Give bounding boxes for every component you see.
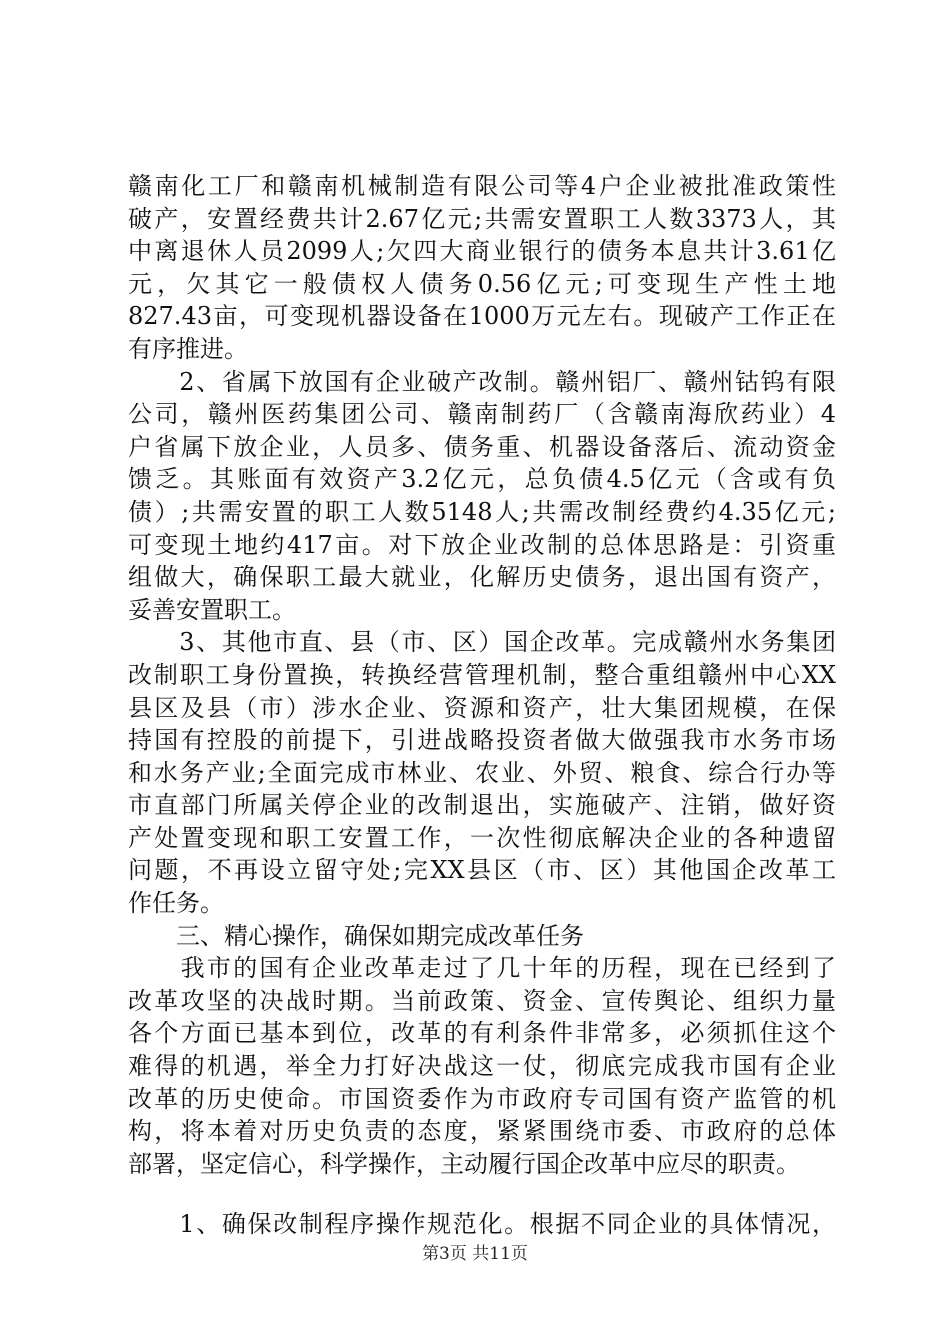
- text-line: 部署，坚定信心，科学操作，主动履行国企改革中应尽的职责。: [128, 1149, 800, 1178]
- text-line: 妥善安置职工。: [128, 595, 296, 624]
- text-line: 公司，赣州医药集团公司、赣南制药厂（含赣南海欣药业）4: [128, 400, 836, 429]
- document-body: [128, 170, 836, 1241]
- text-line: 持国有控股的前提下，引进战略投资者做大做强我市水务市场: [128, 726, 836, 755]
- text-line: 改制职工身份置换，转换经营管理机制，整合重组赣州中心XX: [128, 660, 836, 689]
- text-line: 馈乏。其账面有效资产3.2亿元，总负债4.5亿元（含或有负: [128, 465, 836, 494]
- text-line: 户省属下放企业，人员多、债务重、机器设备落后、流动资金: [128, 432, 836, 461]
- text-line: 元，欠其它一般债权人债务0.56亿元;可变现生产性土地: [128, 269, 836, 298]
- text-line: 难得的机遇，举全力打好决战这一仗，彻底完成我市国有企业: [128, 1052, 836, 1081]
- text-line: 三、精心操作，确保如期完成改革任务: [128, 921, 584, 950]
- text-line: 赣南化工厂和赣南机械制造有限公司等4户企业被批准政策性: [128, 172, 836, 200]
- text-line: 破产，安置经费共计2.67亿元;共需安置职工人数3373人，其: [128, 204, 836, 233]
- text-line: 市直部门所属关停企业的改制退出，实施破产、注销，做好资: [128, 791, 836, 820]
- text-line: 县区及县（市）涉水企业、资源和资产，壮大集团规模，在保: [128, 693, 836, 722]
- text-line: 中离退休人员2099人;欠四大商业银行的债务本息共计3.61亿: [128, 237, 836, 266]
- text-line: 债）;共需安置的职工人数5148人;共需改制经费约4.35亿元;: [128, 497, 836, 526]
- text-line: 问题，不再设立留守处;完XX县区（市、区）其他国企改革工: [128, 856, 836, 885]
- text-line: 可变现土地约417亩。对下放企业改制的总体思路是：引资重: [128, 530, 836, 559]
- text-line: 构，将本着对历史负责的态度，紧紧围绕市委、市政府的总体: [128, 1117, 836, 1146]
- page-footer: 第3页 共11页: [422, 1244, 528, 1264]
- text-line: 作任务。: [128, 889, 224, 918]
- text-line: 组做大，确保职工最大就业，化解历史债务，退出国有资产，: [128, 563, 836, 592]
- text-line: 3、其他市直、县（市、区）国企改革。完成赣州水务集团: [128, 628, 836, 657]
- paragraph-gap: [128, 1180, 836, 1208]
- text-line: 改革攻坚的决战时期。当前政策、资金、宣传舆论、组织力量: [128, 986, 836, 1015]
- text-line: 827.43亩，可变现机器设备在1000万元左右。现破产工作正在: [128, 302, 836, 331]
- text-line: 各个方面已基本到位，改革的有利条件非常多，必须抓住这个: [128, 1019, 836, 1048]
- text-line: 2、省属下放国有企业破产改制。赣州铝厂、赣州钴钨有限: [128, 367, 836, 396]
- text-line: 产处置变现和职工安置工作，一次性彻底解决企业的各种遗留: [128, 823, 836, 852]
- text-line: 有序推进。: [128, 334, 248, 363]
- text-line: 和水务产业;全面完成市林业、农业、外贸、粮食、综合行办等: [128, 758, 836, 787]
- text-line: 1、确保改制程序操作规范化。根据不同企业的具体情况，: [128, 1210, 836, 1239]
- text-line: 我市的国有企业改革走过了几十年的历程，现在已经到了: [128, 954, 836, 983]
- text-line: 改革的历史使命。市国资委作为市政府专司国有资产监管的机: [128, 1084, 836, 1113]
